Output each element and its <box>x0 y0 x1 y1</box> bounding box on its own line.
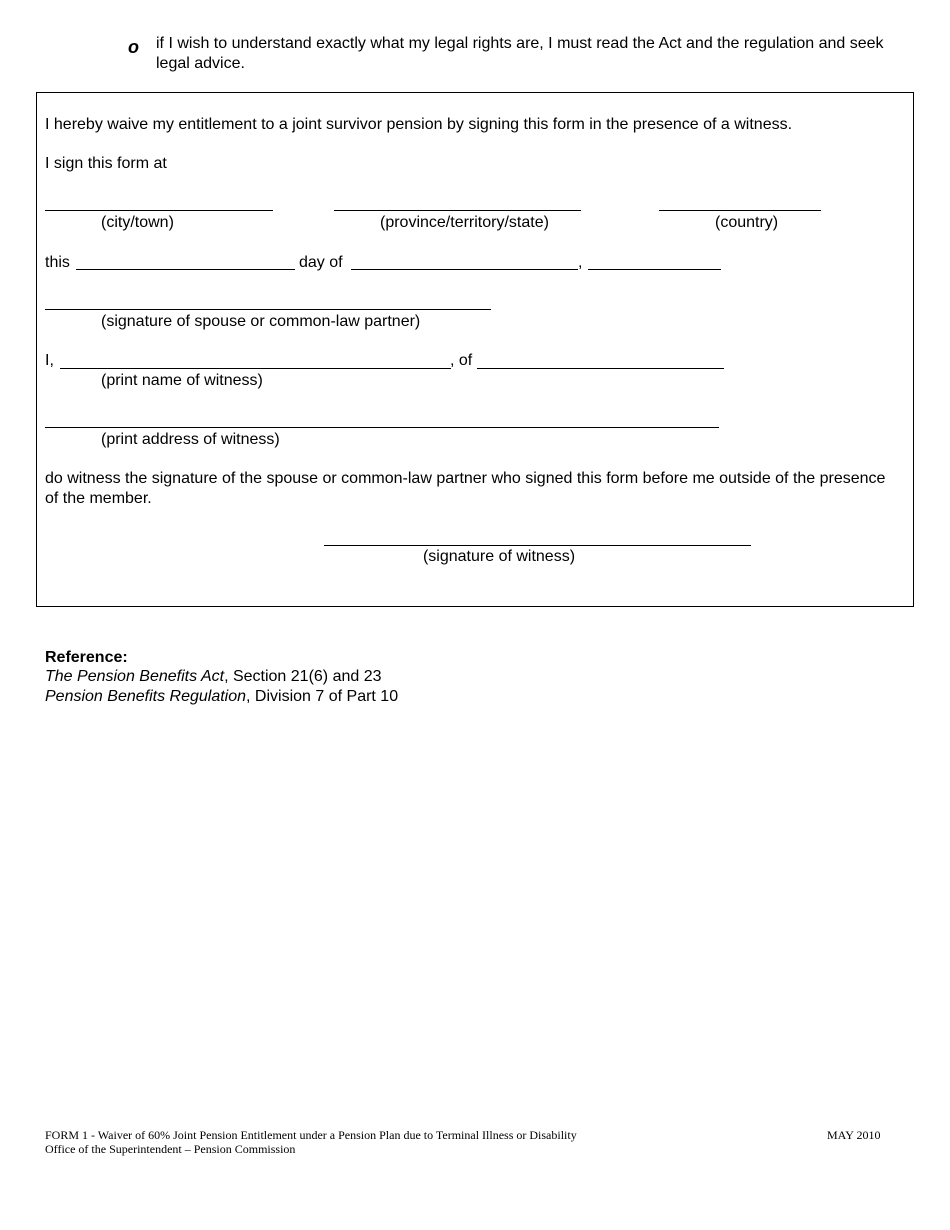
regulation-detail: , Division 7 of Part 10 <box>246 688 399 705</box>
date-day-of-label: day of <box>299 254 343 271</box>
reference-act <box>45 667 382 686</box>
city-caption: (city/town) <box>101 214 174 231</box>
footer-office: Office of the Superintendent – Pension Commission <box>45 1142 296 1156</box>
year-field[interactable] <box>588 269 721 270</box>
witness-address-field[interactable] <box>45 427 719 428</box>
waiver-form-box <box>36 92 914 607</box>
witness-signature-field[interactable] <box>324 545 751 546</box>
day-field[interactable] <box>76 269 295 270</box>
witness-i-label: I, <box>45 352 54 369</box>
regulation-title: Pension Benefits Regulation <box>45 688 247 705</box>
bullet-text-legal-rights: if I wish to understand exactly what my legal rights are, I must read the Act and the regulation and seek legal advice. <box>156 35 884 72</box>
waiver-statement: I hereby waive my entitlement to a joint survivor pension by signing this form in the presence of a witness. <box>45 116 793 133</box>
date-this-label: this <box>45 254 70 271</box>
witness-of-label: , of <box>450 352 473 369</box>
spouse-signature-caption: (signature of spouse or common-law partner) <box>101 313 421 330</box>
witness-name-caption: (print name of witness) <box>101 372 263 389</box>
witness-signature-caption: (signature of witness) <box>422 548 576 565</box>
witness-name-field[interactable] <box>60 368 451 369</box>
province-caption: (province/territory/state) <box>380 214 549 231</box>
act-detail: , Section 21(6) and 23 <box>224 668 382 685</box>
bullet-marker: o <box>128 37 139 57</box>
city-field[interactable] <box>45 210 273 211</box>
witness-of-field[interactable] <box>477 368 724 369</box>
footer-date: MAY 2010 <box>827 1128 881 1142</box>
spouse-signature-field[interactable] <box>45 309 491 310</box>
witness-statement: do witness the signature of the spouse or common-law partner who signed this form before me outside of the presence of the member. <box>45 470 886 507</box>
province-field[interactable] <box>334 210 581 211</box>
month-field[interactable] <box>351 269 578 270</box>
act-title: The Pension Benefits Act <box>45 668 225 685</box>
sign-location-label: I sign this form at <box>45 155 167 172</box>
country-caption: (country) <box>715 214 779 231</box>
reference-heading: Reference: <box>45 649 128 666</box>
reference-regulation <box>45 687 398 706</box>
date-comma: , <box>578 254 583 271</box>
country-field[interactable] <box>659 210 821 211</box>
footer-form-title: FORM 1 - Waiver of 60% Joint Pension Entitlement under a Pension Plan due to Terminal Illness or Disability <box>45 1128 577 1142</box>
witness-address-caption: (print address of witness) <box>101 431 280 448</box>
